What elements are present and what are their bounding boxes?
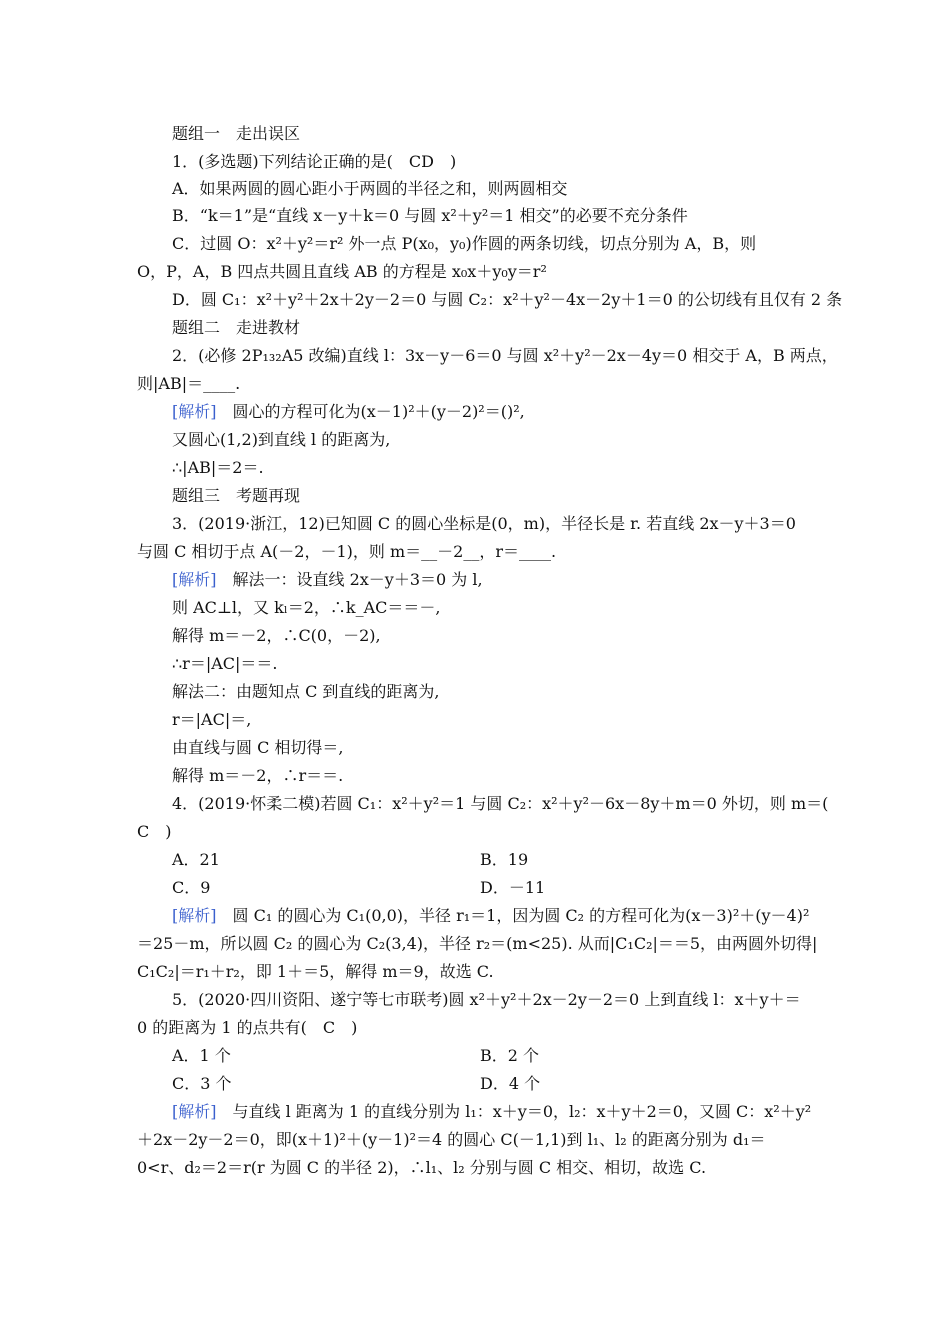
text-line xyxy=(172,1102,852,1122)
line-text: A．如果两圆的圆心距小于两圆的半径之和，则两圆相交 xyxy=(172,179,568,198)
analysis-tag: [解析] xyxy=(172,906,217,925)
text-line xyxy=(172,598,852,618)
line-text: 则|AB|＝____. xyxy=(137,374,241,393)
analysis-tag: [解析] xyxy=(172,1102,217,1121)
line-text: 0<r、d₂＝2＝r(r 为圆 C 的半径 2)，∴l₁、l₂ 分别与圆 C 相交、相切，故选 C. xyxy=(137,1158,707,1177)
line-text: ∴|AB|＝2＝. xyxy=(172,458,264,477)
line-text: 题组二 走进教材 xyxy=(172,318,301,337)
text-line xyxy=(172,206,852,226)
text-line xyxy=(172,402,852,422)
line-text: 5．(2020·四川资阳、遂宁等七市联考)圆 x²＋y²＋2x－2y－2＝0 上到直线 l：x＋y＋＝ xyxy=(172,990,801,1009)
line-text: 与圆 C 相切于点 A(－2，－1)，则 m＝__－2__，r＝____. xyxy=(137,542,557,561)
line-text: O，P，A，B 四点共圆且直线 AB 的方程是 x₀x＋y₀y＝r² xyxy=(137,262,547,281)
line-text: 解得 m＝－2，∴C(0，－2), xyxy=(172,626,381,645)
line-text: 解法一：设直线 2x－y＋3＝0 为 l, xyxy=(216,570,483,589)
text-line xyxy=(172,570,852,590)
text-line xyxy=(137,1130,817,1150)
text-line xyxy=(172,990,852,1010)
line-text: A．21 xyxy=(172,850,220,869)
line-text: B．“k＝1”是“直线 x－y＋k＝0 与圆 x²＋y²＝1 相交”的必要不充分条件 xyxy=(172,206,688,225)
line-text: 解法二：由题知点 C 到直线的距离为, xyxy=(172,682,440,701)
line-text: ∴r＝|AC|＝＝. xyxy=(172,654,278,673)
text-line xyxy=(172,682,852,702)
option-right-column: B．2 个 xyxy=(480,1046,540,1065)
analysis-tag: [解析] xyxy=(172,570,217,589)
line-text: 3．(2019·浙江，12)已知圆 C 的圆心坐标是(0，m)，半径长是 r. 若直线 2x－y＋3＝0 xyxy=(172,514,796,533)
line-text: D．圆 C₁：x²＋y²＋2x＋2y－2＝0 与圆 C₂：x²＋y²－4x－2y＋1＝0 的公切线有且仅有 2 条 xyxy=(172,290,843,309)
text-line xyxy=(172,514,852,534)
text-line xyxy=(172,738,852,758)
line-text: C₁C₂|＝r₁＋r₂，即 1＋＝5，解得 m＝9，故选 C. xyxy=(137,962,494,981)
line-text: C．3 个 xyxy=(172,1074,232,1093)
line-text: 则 AC⊥l，又 kₗ＝2，∴k_AC＝＝－, xyxy=(172,598,441,617)
text-line xyxy=(172,1046,852,1066)
text-line xyxy=(172,906,852,926)
line-text: 又圆心(1,2)到直线 l 的距离为, xyxy=(172,430,391,449)
line-text: 题组一 走出误区 xyxy=(172,124,301,143)
line-text: A．1 个 xyxy=(172,1046,231,1065)
line-text: 圆心的方程可化为(x－1)²＋(y－2)²＝()², xyxy=(216,402,525,421)
line-text: ＋2x－2y－2＝0，即(x＋1)²＋(y－1)²＝4 的圆心 C(－1,1)到 l₁、l₂ 的距离分别为 d₁＝ xyxy=(137,1130,766,1149)
text-line xyxy=(172,124,852,144)
line-text: 题组三 考题再现 xyxy=(172,486,301,505)
text-line xyxy=(137,1158,817,1178)
text-line xyxy=(172,626,852,646)
text-line xyxy=(172,1074,852,1094)
line-text: C．过圆 O：x²＋y²＝r² 外一点 P(x₀，y₀)作圆的两条切线，切点分别为 A，B，则 xyxy=(172,234,757,253)
line-text: 2．(必修 2P₁₃₂A5 改编)直线 l：3x－y－6＝0 与圆 x²＋y²－2x－4y＝0 相交于 A，B 两点， xyxy=(172,346,838,365)
text-line xyxy=(172,290,852,310)
option-right-column: D．－11 xyxy=(480,878,546,897)
line-text: C ) xyxy=(137,822,172,841)
text-line xyxy=(137,822,817,842)
text-line xyxy=(137,962,817,982)
option-right-column: D．4 个 xyxy=(480,1074,541,1093)
text-line xyxy=(172,766,852,786)
text-line xyxy=(172,346,852,366)
text-line xyxy=(172,486,852,506)
line-text: 与直线 l 距离为 1 的直线分别为 l₁：x＋y＝0，l₂：x＋y＋2＝0，又圆 C：x²＋y² xyxy=(216,1102,812,1121)
text-line xyxy=(137,934,817,954)
text-line xyxy=(137,262,817,282)
line-text: 由直线与圆 C 相切得＝, xyxy=(172,738,344,757)
text-line xyxy=(172,794,852,814)
text-line xyxy=(172,878,852,898)
text-line xyxy=(137,1018,817,1038)
option-right-column: B．19 xyxy=(480,850,529,869)
text-line xyxy=(172,179,852,199)
analysis-tag: [解析] xyxy=(172,402,217,421)
text-line xyxy=(137,542,817,562)
line-text: C．9 xyxy=(172,878,211,897)
text-line xyxy=(172,234,852,254)
text-line xyxy=(172,458,852,478)
line-text: 4．(2019·怀柔二模)若圆 C₁：x²＋y²＝1 与圆 C₂：x²＋y²－6x－8y＋m＝0 外切，则 m＝( xyxy=(172,794,829,813)
text-line xyxy=(172,850,852,870)
text-line xyxy=(172,152,852,172)
line-text: ＝25－m，所以圆 C₂ 的圆心为 C₂(3,4)，半径 r₂＝(m<25). 从而|C₁C₂|＝＝5，由两圆外切得| xyxy=(137,934,818,953)
text-line xyxy=(172,430,852,450)
line-text: 解得 m＝－2，∴r＝＝. xyxy=(172,766,344,785)
line-text: 圆 C₁ 的圆心为 C₁(0,0)，半径 r₁＝1，因为圆 C₂ 的方程可化为(x－3)²＋(y－4)² xyxy=(216,906,810,925)
line-text: 1．(多选题)下列结论正确的是( CD ) xyxy=(172,152,457,171)
text-line xyxy=(172,318,852,338)
line-text: 0 的距离为 1 的点共有( C ) xyxy=(137,1018,358,1037)
text-line xyxy=(172,654,852,674)
text-line xyxy=(137,374,817,394)
line-text: r＝|AC|＝, xyxy=(172,710,252,729)
text-line xyxy=(172,710,852,730)
